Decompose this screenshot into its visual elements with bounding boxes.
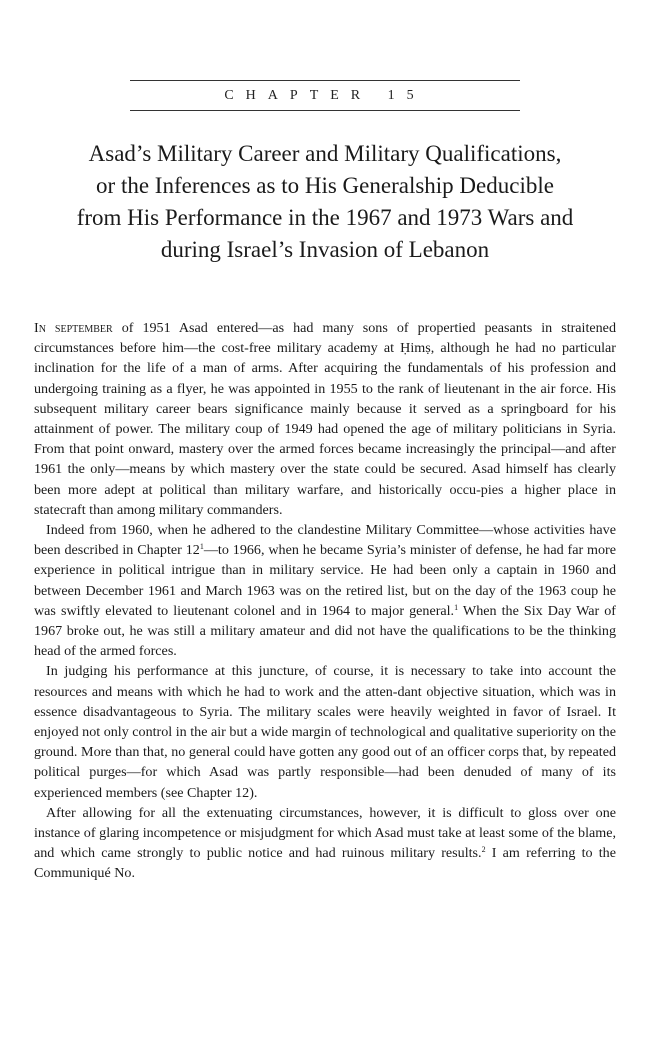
chapter-title-line: from His Performance in the 1967 and 1973 Wars and <box>76 205 574 230</box>
chapter-title-line: during Israel’s Invasion of Lebanon <box>160 237 490 262</box>
paragraph-1 <box>34 318 616 520</box>
chapter-title <box>40 138 610 266</box>
paragraph-2 <box>34 520 616 661</box>
paragraph-4 <box>34 803 616 884</box>
chapter-top-rule <box>130 80 520 81</box>
body-text <box>34 318 616 884</box>
paragraph-text: I am referring to the Communiqué No. <box>34 845 616 882</box>
paragraph-text: of 1951 Asad entered—as had many sons of propertied peasants in straitened circumstances before him—the cost-free military academy at Ḥimṣ, although he had no particular inclination for the life of a man of arms. After acquiring the fundamentals of his profession and undergoing training as a flyer, he was appointed in 1955 to the rank of lieutenant in the air force. His subsequent military career bears significance mainly because it served as a springboard for his attainment of power. The military coup of 1949 had opened the age of military politicians in Syria. From that point onward, mastery over the armed forces became increasingly the principal—and after 1961 the only—means by which mastery over the state could be secured. Asad himself has clearly been more adept at political than military warfare, and historically occu-pies a higher place in statecraft than among military commanders. <box>34 320 616 518</box>
paragraph-text: After allowing for all the extenuating circumstances, however, it is difficult to gloss over one instance of glaring incompetence or misjudgment for which Asad must take at least some of the blame, and which came strongly to public notice and had ruinous military results. <box>34 804 616 862</box>
chapter-title-line: Asad’s Military Career and Military Qualifications, <box>88 141 562 166</box>
footnote-marker[interactable]: 1 <box>454 602 459 612</box>
paragraph-text: —to 1966, when he became Syria’s minister of defense, he had far more experience in political intrigue than in military service. He had been only a captain in 1960 and between December 1961 and March 1963 was on the retired list, but on the day of the 1963 coup he was swiftly elevated to lieutenant colonel and in 1964 to major general. <box>34 542 616 619</box>
chapter-title-line: or the Inferences as to His Generalship Deducible <box>96 173 554 198</box>
paragraph-text: Indeed from 1960, when he adhered to the clandestine Military Committee—whose activities have been described in Chapter 12 <box>34 522 616 559</box>
footnote-marker[interactable]: 2 <box>481 845 486 855</box>
footnote-marker[interactable]: 1 <box>199 542 204 552</box>
chapter-bottom-rule <box>130 110 520 111</box>
opening-words: In september <box>34 320 113 336</box>
paragraph-3: In judging his performance at this juncture, of course, it is necessary to take into account the resources and means with which he had to work and the atten-dant objective situation, which was in essence disadvantageous to Syria. The military scales were heavily weighted in favor of Israel. It enjoyed not only control in the air but a wide margin of technological and qualitative superiority on the ground. More than that, no general could have gotten any good out of an officer corps that, by repeated political purges—for which Asad was partly responsible—had been denuded of many of its experienced members (see Chapter 12). <box>34 663 616 801</box>
paragraph-text: When the Six Day War of 1967 broke out, he was still a military amateur and did not have the qualifications to be the thinking head of the armed forces. <box>34 602 616 660</box>
chapter-label: CHAPTER 15 <box>224 88 426 103</box>
